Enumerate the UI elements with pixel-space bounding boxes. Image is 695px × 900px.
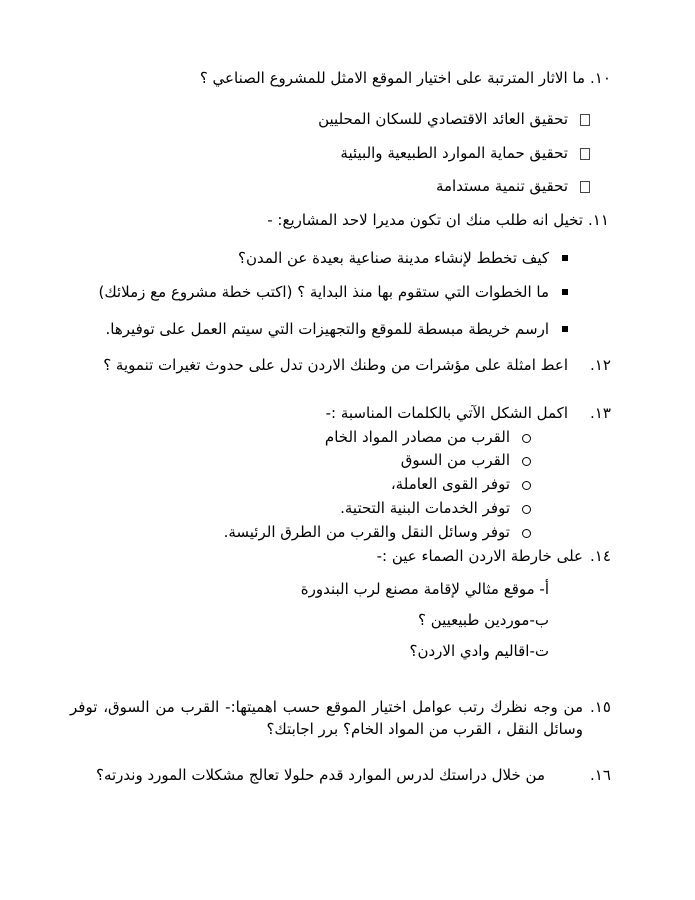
question-number: .١٦ — [590, 766, 611, 784]
list-item: أ- موقع مثالي لإقامة مصنع لرب البندورة — [300, 580, 549, 598]
bullet-icon — [562, 289, 568, 295]
question-number: .١١ — [588, 211, 609, 229]
circle-bullet-icon — [522, 505, 531, 514]
question-text: اعط امثلة على مؤشرات من وطنك الاردن تدل على حدوث تغيرات تنموية ؟ — [103, 356, 568, 374]
list-item: كيف تخطط لإنشاء مدينة صناعية بعيدة عن المدن؟ — [237, 249, 549, 267]
bullet-icon — [562, 255, 568, 261]
list-item: القرب من السوق — [400, 451, 510, 469]
question-number: .١٣ — [590, 404, 611, 422]
option-text: تحقيق تنمية مستدامة — [435, 177, 568, 195]
list-item: القرب من مصادر المواد الخام — [324, 428, 510, 446]
circle-bullet-icon — [522, 457, 531, 466]
question-number: .١٥ — [590, 698, 611, 716]
bullet-icon — [562, 326, 568, 332]
question-number: .١٤ — [590, 547, 611, 565]
checkbox-icon — [580, 114, 590, 126]
circle-bullet-icon — [522, 434, 531, 443]
list-item: توفر القوى العاملة، — [390, 475, 510, 493]
question-text: تخيل انه طلب منك ان تكون مديرا لاحد المشاريع: - — [267, 211, 583, 229]
list-item: ت-اقاليم وادي الاردن؟ — [409, 642, 549, 660]
question-number: .١٢ — [590, 356, 611, 374]
circle-bullet-icon — [522, 529, 531, 538]
question-text: من وجه نظرك رتب عوامل اختيار الموقع حسب اهميتها:- القرب من السوق، توفر وسائل النقل ، القرب من المواد الخام؟ برر اجابتك؟ — [70, 698, 583, 738]
checkbox-icon — [580, 181, 590, 193]
question-text: اكمل الشكل الآتي بالكلمات المناسبة :- — [325, 404, 568, 422]
question-text: على خارطة الاردن الصماء عين :- — [376, 547, 583, 565]
question-number: .١٠ — [590, 69, 611, 87]
list-item: توفر وسائل النقل والقرب من الطرق الرئيسة. — [223, 523, 510, 541]
question-text: من خلال دراستك لدرس الموارد قدم حلولا تعالج مشكلات المورد وندرته؟ — [95, 766, 545, 784]
checkbox-icon — [580, 148, 590, 160]
circle-bullet-icon — [522, 481, 531, 490]
list-item: توفر الخدمات البنية التحتية. — [340, 499, 510, 517]
list-item: ارسم خريطة مبسطة للموقع والتجهيزات التي سيتم العمل على توفيرها. — [105, 320, 549, 338]
list-item: ما الخطوات التي ستقوم بها منذ البداية ؟ (اكتب خطة مشروع مع زملائك) — [98, 283, 549, 301]
option-text: تحقيق العائد الاقتصادي للسكان المحليين — [318, 110, 568, 128]
option-text: تحقيق حماية الموارد الطبيعية والبيئية — [340, 144, 568, 162]
question-text: ما الاثار المترتبة على اختيار الموقع الامثل للمشروع الصناعي ؟ — [199, 69, 585, 87]
list-item: ب-موردين طبيعيين ؟ — [417, 611, 549, 629]
